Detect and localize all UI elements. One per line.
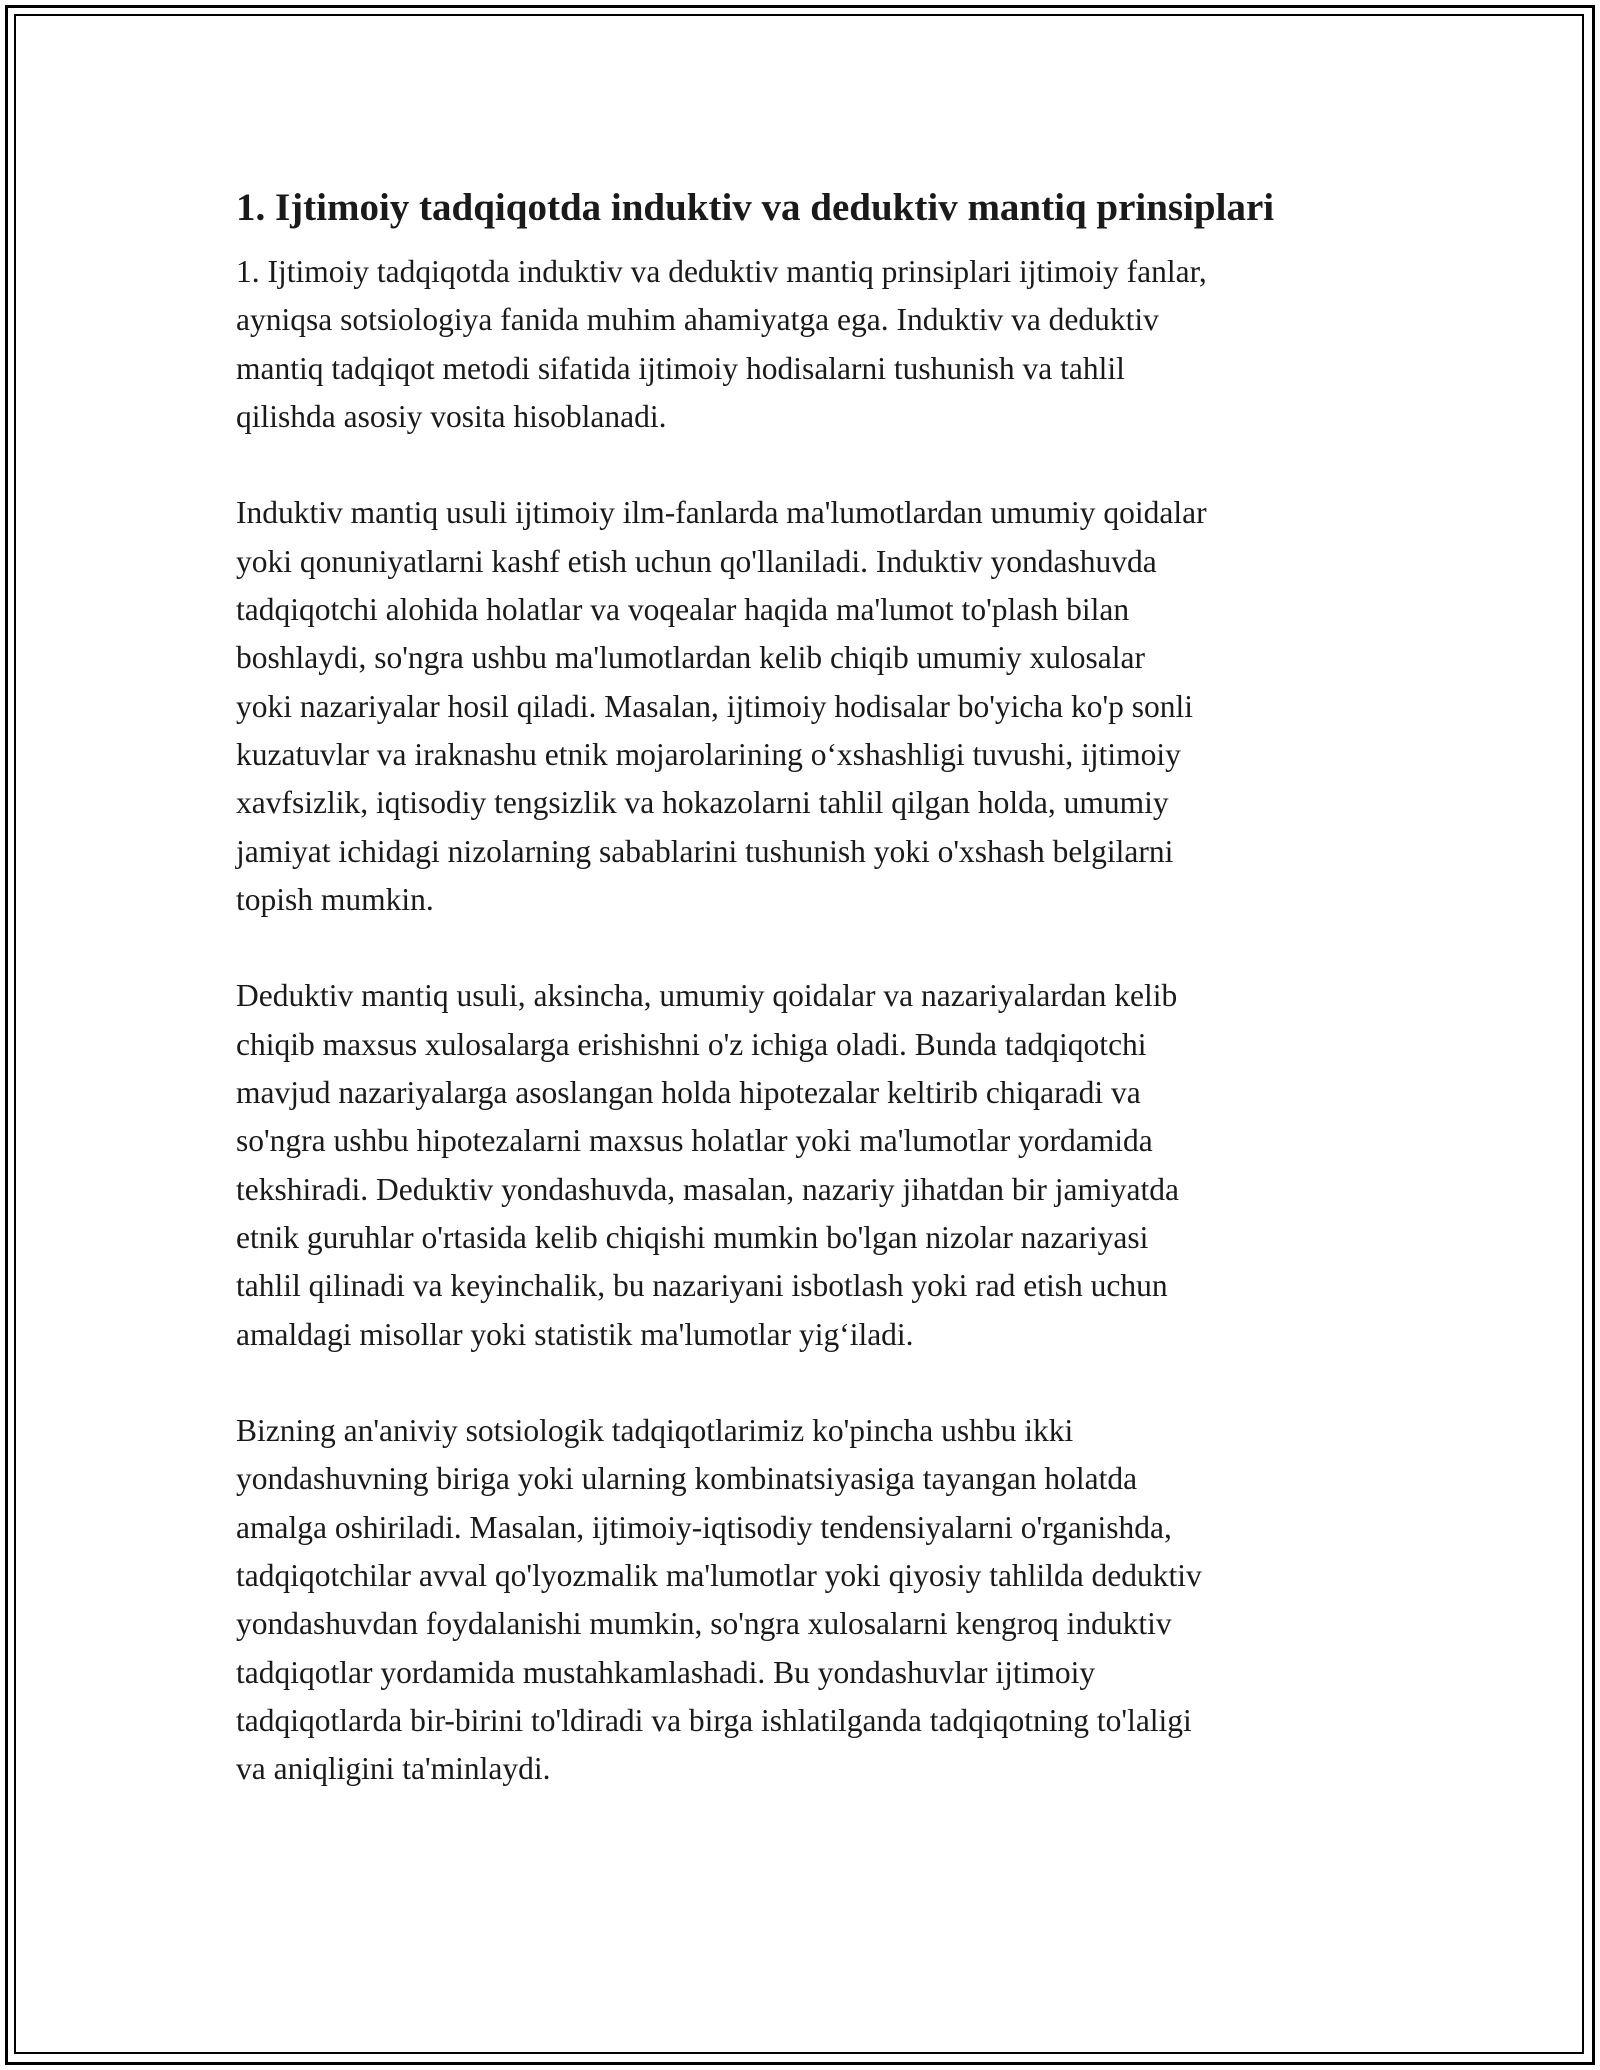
text-line: tadqiqotlar yordamida mustahkamlashadi. Bu yondashuvlar ijtimoiy [236,1654,1096,1690]
text-line: boshlaydi, so'ngra ushbu ma'lumotlardan kelib chiqib umumiy xulosalar [236,640,1145,676]
text-line: kuzatuvlar va iraknashu etnik mojarolarining o‘xshashligi tuvushi, ijtimoiy [236,736,1181,772]
text-line: amalga oshiriladi. Masalan, ijtimoiy-iqtisodiy tendensiyalarni o'rganishda, [236,1509,1172,1545]
text-line: topish mumkin. [236,881,434,917]
text-line: va aniqligini ta'minlaydi. [236,1751,551,1787]
text-line: tahlil qilinadi va keyinchalik, bu nazariyani isbotlash yoki rad etish uchun [236,1268,1168,1304]
text-line: mavjud nazariyalarga asoslangan holda hipotezalar keltirib chiqaradi va [236,1075,1141,1111]
text-line: Deduktiv mantiq usuli, aksincha, umumiy qoidalar va nazariyalardan kelib [236,978,1178,1014]
text-line: Induktiv mantiq usuli ijtimoiy ilm-fanlarda ma'lumotlardan umumiy qoidalar [236,495,1207,531]
text-line: tadqiqotlarda bir-birini to'ldiradi va birga ishlatilganda tadqiqotning to'laligi [236,1702,1192,1738]
text-line: so'ngra ushbu hipotezalarni maxsus holatlar yoki ma'lumotlar yordamida [236,1123,1153,1159]
text-line: yondashuvdan foydalanishi mumkin, so'ngra xulosalarni kengroq induktiv [236,1606,1172,1642]
text-line: 1. Ijtimoiy tadqiqotda induktiv va deduktiv mantiq prinsiplari ijtimoiy fanlar, [236,254,1207,289]
text-line: tekshiradi. Deduktiv yondashuvda, masalan, nazariy jihatdan bir jamiyatda [236,1171,1179,1207]
text-line: ayniqsa sotsiologiya fanida muhim ahamiyatga ega. Induktiv va deduktiv [236,302,1159,338]
text-line: qilishda asosiy vosita hisoblanadi. [236,398,667,434]
paragraph-inductive [236,489,1372,924]
paragraph-deductive [236,972,1372,1358]
text-line: mantiq tadqiqot metodi sifatida ijtimoiy hodisalarni tushunish va tahlil [236,350,1125,386]
text-line: jamiyat ichidagi nizolarning sabablarini tushunish yoki o'xshash belgilarni [236,833,1174,869]
text-line: tadqiqotchilar avval qo'lyozmalik ma'lumotlar yoki qiyosiy tahlilda deduktiv [236,1558,1202,1594]
text-line: yoki qonuniyatlarni kashf etish uchun qo'llaniladi. Induktiv yondashuvda [236,543,1157,579]
text-line: amaldagi misollar yoki statistik ma'lumotlar yig‘iladi. [236,1316,914,1352]
paragraph-combined [236,1407,1372,1793]
text-line: yoki nazariyalar hosil qiladi. Masalan, ijtimoiy hodisalar bo'yicha ko'p sonli [236,688,1194,724]
text-line: chiqib maxsus xulosalarga erishishni o'z ichiga oladi. Bunda tadqiqotchi [236,1026,1147,1062]
text-line: tadqiqotchi alohida holatlar va voqealar haqida ma'lumot to'plash bilan [236,592,1130,628]
document-title: 1. Ijtimoiy tadqiqotda induktiv va deduktiv mantiq prinsiplari [236,186,1275,229]
text-line: Bizning an'aniviy sotsiologik tadqiqotlarimiz ko'pincha ushbu ikki [236,1413,1074,1449]
text-line: etnik guruhlar o'rtasida kelib chiqishi mumkin bo'lgan nizolar nazariyasi [236,1219,1149,1255]
document-body [236,183,1372,1842]
text-line: yondashuvning biriga yoki ularning kombinatsiyasiga tayangan holatda [236,1461,1138,1497]
paragraph-intro [236,248,1372,441]
text-line: xavfsizlik, iqtisodiy tengsizlik va hokazolarni tahlil qilgan holda, umumiy [236,785,1169,821]
